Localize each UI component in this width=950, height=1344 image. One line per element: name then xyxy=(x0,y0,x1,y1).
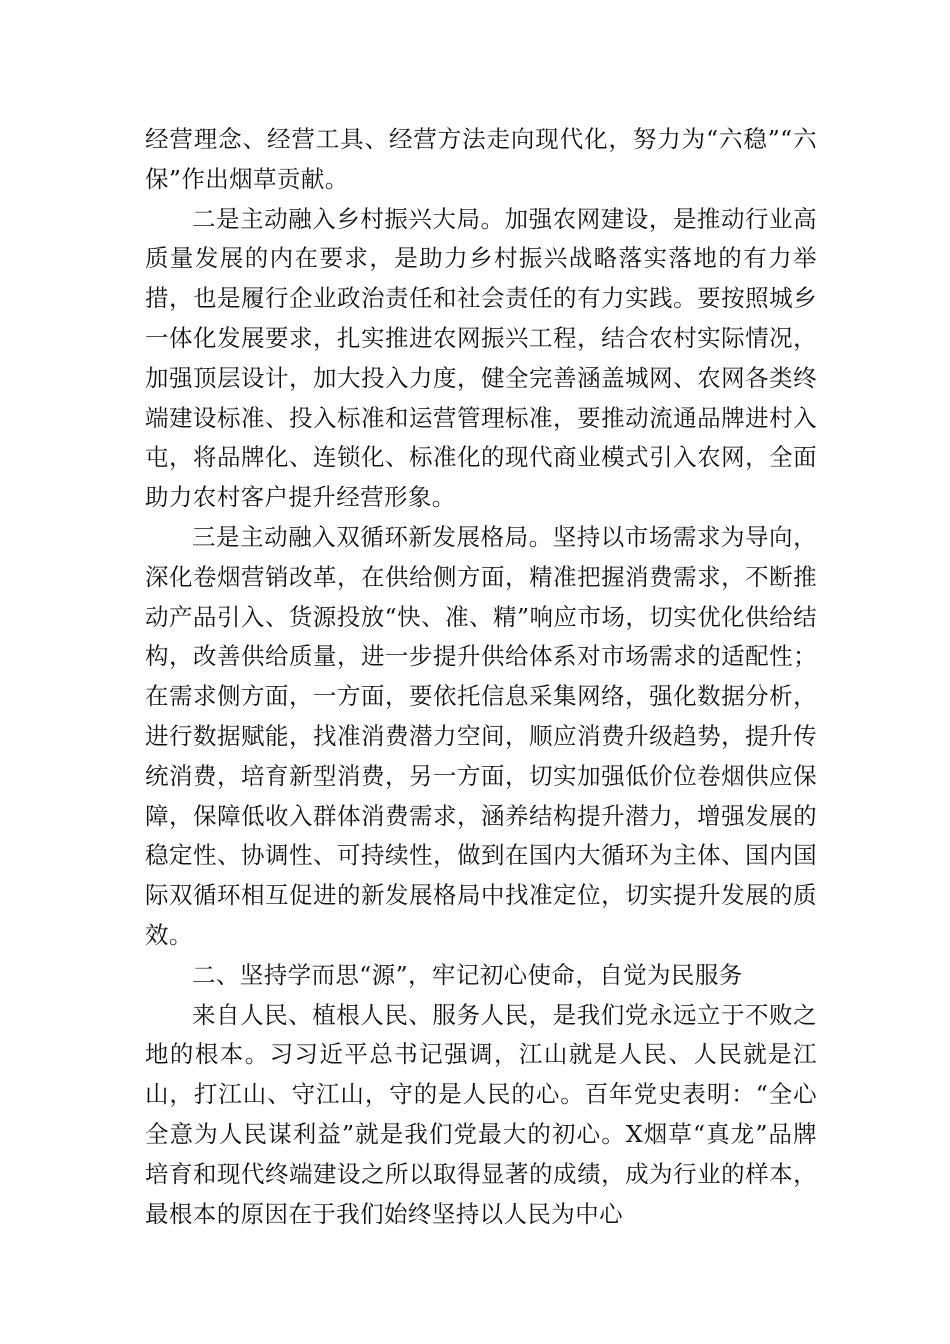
paragraph-rural-revitalization: 二是主动融入乡村振兴大局。加强农网建设，是推动行业高质量发展的内在要求，是助力乡村振兴战略落实落地的有力举措，也是履行企业政治责任和社会责任的有力实践。要按照城乡一体化发展要求，扎实推进农网振兴工程，结合农村实际情况，加强顶层设计，加大投入力度，健全完善涵盖城网、农网各类终端建设标准、投入标准和运营管理标准，要推动流通品牌进村入屯，将品牌化、连锁化、标准化的现代商业模式引入农网，全面助力农村客户提升经营形象。 xyxy=(145,204,817,512)
paragraph-continuation: 经营理念、经营工具、经营方法走向现代化，努力为“六稳”“六保”作出烟草贡献。 xyxy=(145,125,817,193)
paragraph-dual-circulation: 三是主动融入双循环新发展格局。坚持以市场需求为导向，深化卷烟营销改革，在供给侧方面，精准把握消费需求，不断推动产品引入、货源投放“快、准、精”响应市场，切实优化供给结构，改善供给质量，进一步提升供给体系对市场需求的适配性；在需求侧方面，一方面，要依托信息采集网络，强化数据分析，进行数据赋能，找准消费潜力空间，顺应消费升级趋势，提升传统消费，培育新型消费，另一方面，切实加强低价位卷烟供应保障，保障低收入群体消费需求，涵养结构提升潜力，增强发展的稳定性、协调性、可持续性，做到在国内大循环为主体、国内国际双循环相互促进的新发展格局中找准定位，切实提升发展的质效。 xyxy=(145,522,817,949)
paragraph-serve-people: 来自人民、植根人民、服务人民，是我们党永远立于不败之地的根本。习习近平总书记强调，江山就是人民、人民就是江山，打江山、守江山，守的是人民的心。百年党史表明：“全心全意为人民谋利益”就是我们党最大的初心。X烟草“真龙”品牌培育和现代终端建设之所以取得显著的成绩，成为行业的样本，最根本的原因在于我们始终坚持以人民为中心 xyxy=(145,1000,817,1228)
section-heading: 二、坚持学而思“源”，牢记初心使命，自觉为民服务 xyxy=(192,960,743,989)
document-body xyxy=(145,120,817,1234)
